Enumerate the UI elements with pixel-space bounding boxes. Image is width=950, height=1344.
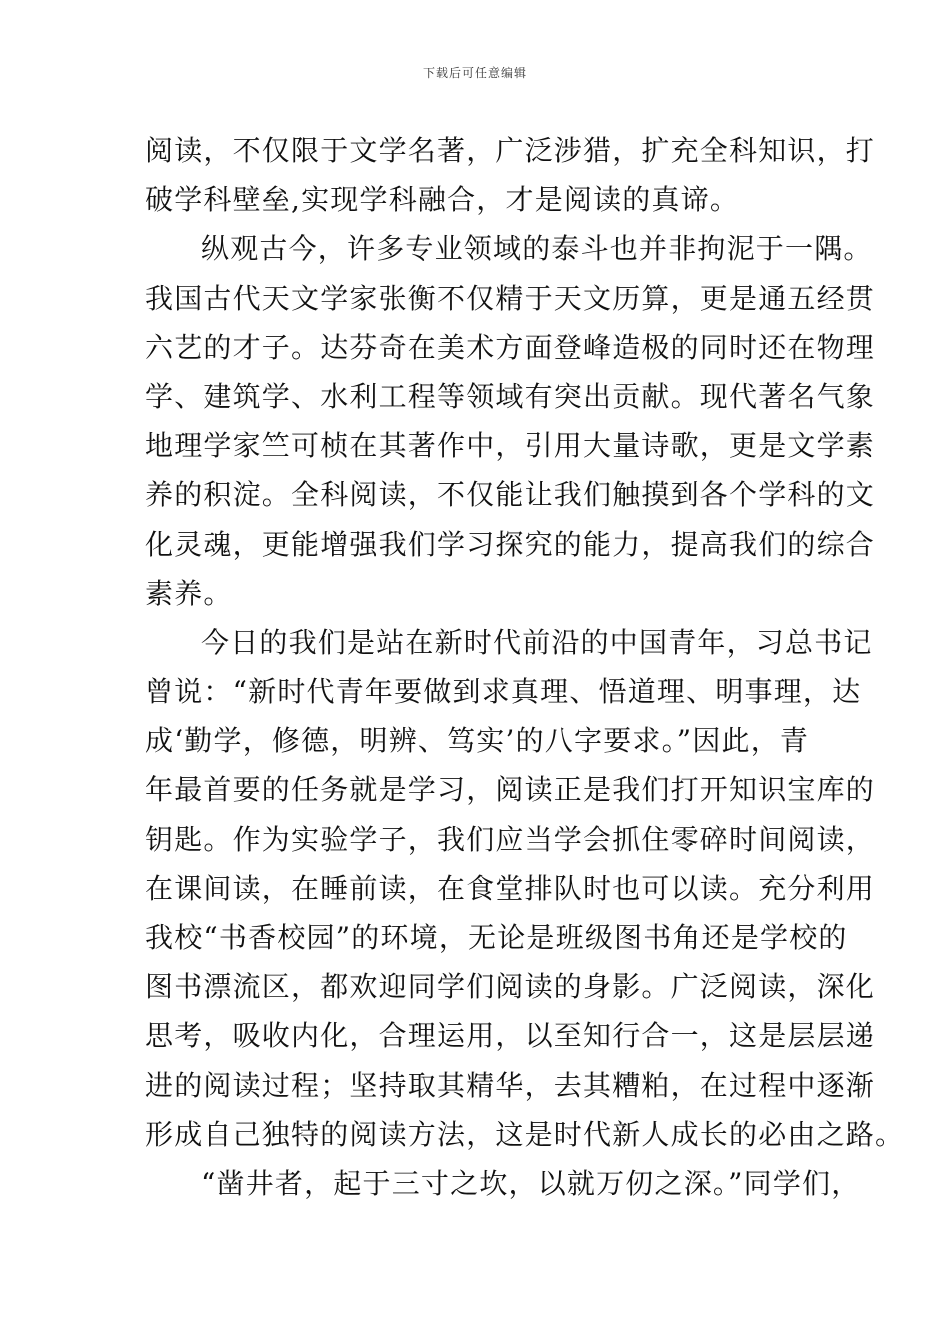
text-line: 素养。	[145, 576, 233, 610]
text-line: 我校“书香校园”的环境，无论是班级图书角还是学校的	[145, 921, 848, 954]
text-line: 年最首要的任务就是学习，阅读正是我们打开知识宝库的	[145, 773, 876, 807]
text-line: 养的积淀。全科阅读，不仅能让我们触摸到各个学科的文	[145, 478, 876, 512]
text-line: 破学科壁垒,实现学科融合，才是阅读的真谛。	[145, 183, 740, 217]
text-line: 化灵魂，更能增强我们学习探究的能力，提高我们的综合	[145, 527, 876, 561]
text-line: 六艺的才子。达芬奇在美术方面登峰造极的同时还在物理	[145, 330, 876, 364]
text-line: 地理学家竺可桢在其著作中，引用大量诗歌，更是文学素	[145, 429, 876, 463]
page-header: 下载后可任意编辑	[422, 66, 527, 80]
text-line: 图书漂流区，都欢迎同学们阅读的身影。广泛阅读，深化	[145, 970, 876, 1004]
text-line: 在课间读，在睡前读，在食堂排队时也可以读。充分利用	[145, 871, 876, 905]
text-line: 阅读，不仅限于文学名著，广泛涉猎，扩充全科知识，打	[145, 134, 876, 167]
text-line: 钥匙。作为实验学子，我们应当学会抓住零碎时间阅读，	[145, 822, 876, 856]
text-line: 进的阅读过程；坚持取其精华，去其糟粕，在过程中逐渐	[145, 1068, 876, 1102]
text-line: 我国古代天文学家张衡不仅精于天文历算，更是通五经贯	[145, 281, 876, 315]
text-line: 曾说：“新时代青年要做到求真理、悟道理、明事理，达	[145, 675, 862, 709]
paragraph-start-line: 纵观古今，许多专业领域的泰斗也并非拘泥于一隅。	[201, 232, 873, 266]
text-line: 成‘勤学，修德，明辨、笃实’的八字要求。”因此，青	[145, 724, 810, 758]
text-line: 思考，吸收内化，合理运用，以至知行合一，这是层层递	[145, 1019, 876, 1053]
paragraph-start-line: 今日的我们是站在新时代前沿的中国青年，习总书记	[201, 625, 873, 659]
text-line: 学、建筑学、水利工程等领域有突出贡献。现代著名气象	[145, 379, 876, 413]
document-body	[145, 126, 905, 1208]
paragraph-start-line: “凿井者，起于三寸之坎，以就万仞之深。”同学们，	[201, 1166, 861, 1200]
text-line: 形成自己独特的阅读方法，这是时代新人成长的必由之路。	[145, 1117, 905, 1151]
